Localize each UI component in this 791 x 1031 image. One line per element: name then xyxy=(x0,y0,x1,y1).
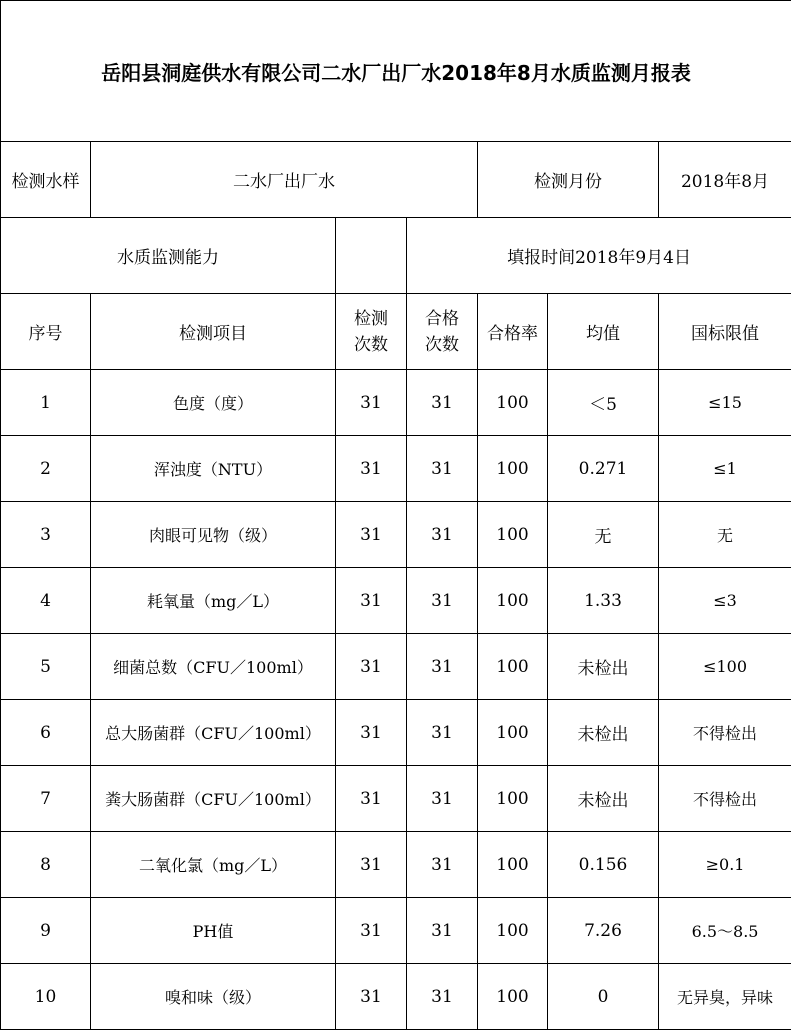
cell-rate: 100 xyxy=(478,436,548,502)
sample-info-row xyxy=(1,142,791,218)
cell-passed: 31 xyxy=(407,700,478,766)
cell-mean: 无 xyxy=(548,502,659,568)
cell-item: 耗氧量（mg／L） xyxy=(91,568,336,634)
table-row xyxy=(1,436,791,502)
table-row xyxy=(1,766,791,832)
cell-no: 10 xyxy=(1,964,91,1030)
cell-passed: 31 xyxy=(407,964,478,1030)
cell-item: 肉眼可见物（级） xyxy=(91,502,336,568)
cell-item: 二氧化氯（mg／L） xyxy=(91,832,336,898)
cell-rate: 100 xyxy=(478,964,548,1030)
sample-label: 检测水样 xyxy=(1,142,91,218)
cell-limit: 6.5～8.5 xyxy=(659,898,791,964)
header-mean: 均值 xyxy=(548,294,659,370)
cell-tests: 31 xyxy=(336,568,407,634)
cell-rate: 100 xyxy=(478,634,548,700)
cell-rate: 100 xyxy=(478,832,548,898)
cell-no: 3 xyxy=(1,502,91,568)
cell-no: 6 xyxy=(1,700,91,766)
cell-limit: ≤1 xyxy=(659,436,791,502)
header-tests xyxy=(336,294,407,370)
cell-passed: 31 xyxy=(407,898,478,964)
cell-mean: 0.156 xyxy=(548,832,659,898)
cell-mean: 未检出 xyxy=(548,634,659,700)
cell-passed: 31 xyxy=(407,502,478,568)
cell-no: 7 xyxy=(1,766,91,832)
cell-no: 5 xyxy=(1,634,91,700)
cell-no: 9 xyxy=(1,898,91,964)
fill-time: 填报时间2018年9月4日 xyxy=(407,218,791,294)
table-row xyxy=(1,898,791,964)
table-row xyxy=(1,568,791,634)
cell-rate: 100 xyxy=(478,766,548,832)
cell-rate: 100 xyxy=(478,370,548,436)
capacity-label: 水质监测能力 xyxy=(1,218,336,294)
month-value: 2018年8月 xyxy=(659,142,791,218)
cell-limit: 无异臭，异味 xyxy=(659,964,791,1030)
header-rate: 合格率 xyxy=(478,294,548,370)
cell-mean: 0 xyxy=(548,964,659,1030)
cell-passed: 31 xyxy=(407,634,478,700)
cell-passed: 31 xyxy=(407,832,478,898)
header-passed-text: 合格次数 xyxy=(425,308,459,355)
cell-item: 嗅和味（级） xyxy=(91,964,336,1030)
cell-tests: 31 xyxy=(336,634,407,700)
table-row xyxy=(1,832,791,898)
header-row xyxy=(1,294,791,370)
cell-mean: 7.26 xyxy=(548,898,659,964)
cell-rate: 100 xyxy=(478,502,548,568)
table-row xyxy=(1,370,791,436)
data-rows xyxy=(1,370,791,1030)
cell-limit: 不得检出 xyxy=(659,766,791,832)
cell-tests: 31 xyxy=(336,370,407,436)
cell-limit: ≤100 xyxy=(659,634,791,700)
cell-passed: 31 xyxy=(407,370,478,436)
table-row xyxy=(1,964,791,1030)
cell-item: PH值 xyxy=(91,898,336,964)
header-passed xyxy=(407,294,478,370)
cell-mean: 未检出 xyxy=(548,700,659,766)
cell-no: 8 xyxy=(1,832,91,898)
cell-tests: 31 xyxy=(336,964,407,1030)
header-tests-text: 检测次数 xyxy=(354,308,388,355)
cell-tests: 31 xyxy=(336,502,407,568)
sample-value: 二水厂出厂水 xyxy=(91,142,478,218)
cell-limit: ≥0.1 xyxy=(659,832,791,898)
cell-rate: 100 xyxy=(478,700,548,766)
cell-rate: 100 xyxy=(478,898,548,964)
cell-tests: 31 xyxy=(336,436,407,502)
cell-passed: 31 xyxy=(407,766,478,832)
cell-passed: 31 xyxy=(407,568,478,634)
capacity-row xyxy=(1,218,791,294)
cell-no: 4 xyxy=(1,568,91,634)
cell-no: 2 xyxy=(1,436,91,502)
cell-limit: ≤15 xyxy=(659,370,791,436)
table-row xyxy=(1,634,791,700)
cell-item: 色度（度） xyxy=(91,370,336,436)
cell-rate: 100 xyxy=(478,568,548,634)
cell-tests: 31 xyxy=(336,700,407,766)
cell-limit: 无 xyxy=(659,502,791,568)
table-row xyxy=(1,502,791,568)
cell-mean: 0.271 xyxy=(548,436,659,502)
capacity-value xyxy=(336,218,407,294)
cell-mean: ＜5 xyxy=(548,370,659,436)
cell-tests: 31 xyxy=(336,832,407,898)
cell-mean: 未检出 xyxy=(548,766,659,832)
cell-limit: ≤3 xyxy=(659,568,791,634)
header-no: 序号 xyxy=(1,294,91,370)
table-row xyxy=(1,700,791,766)
cell-item: 总大肠菌群（CFU／100ml） xyxy=(91,700,336,766)
cell-tests: 31 xyxy=(336,898,407,964)
header-limit: 国标限值 xyxy=(659,294,791,370)
report-title: 岳阳县洞庭供水有限公司二水厂出厂水2018年8月水质监测月报表 xyxy=(1,1,791,142)
header-item: 检测项目 xyxy=(91,294,336,370)
cell-item: 细菌总数（CFU／100ml） xyxy=(91,634,336,700)
cell-tests: 31 xyxy=(336,766,407,832)
cell-mean: 1.33 xyxy=(548,568,659,634)
cell-no: 1 xyxy=(1,370,91,436)
cell-item: 浑浊度（NTU） xyxy=(91,436,336,502)
cell-limit: 不得检出 xyxy=(659,700,791,766)
cell-item: 粪大肠菌群（CFU／100ml） xyxy=(91,766,336,832)
month-label: 检测月份 xyxy=(478,142,659,218)
cell-passed: 31 xyxy=(407,436,478,502)
